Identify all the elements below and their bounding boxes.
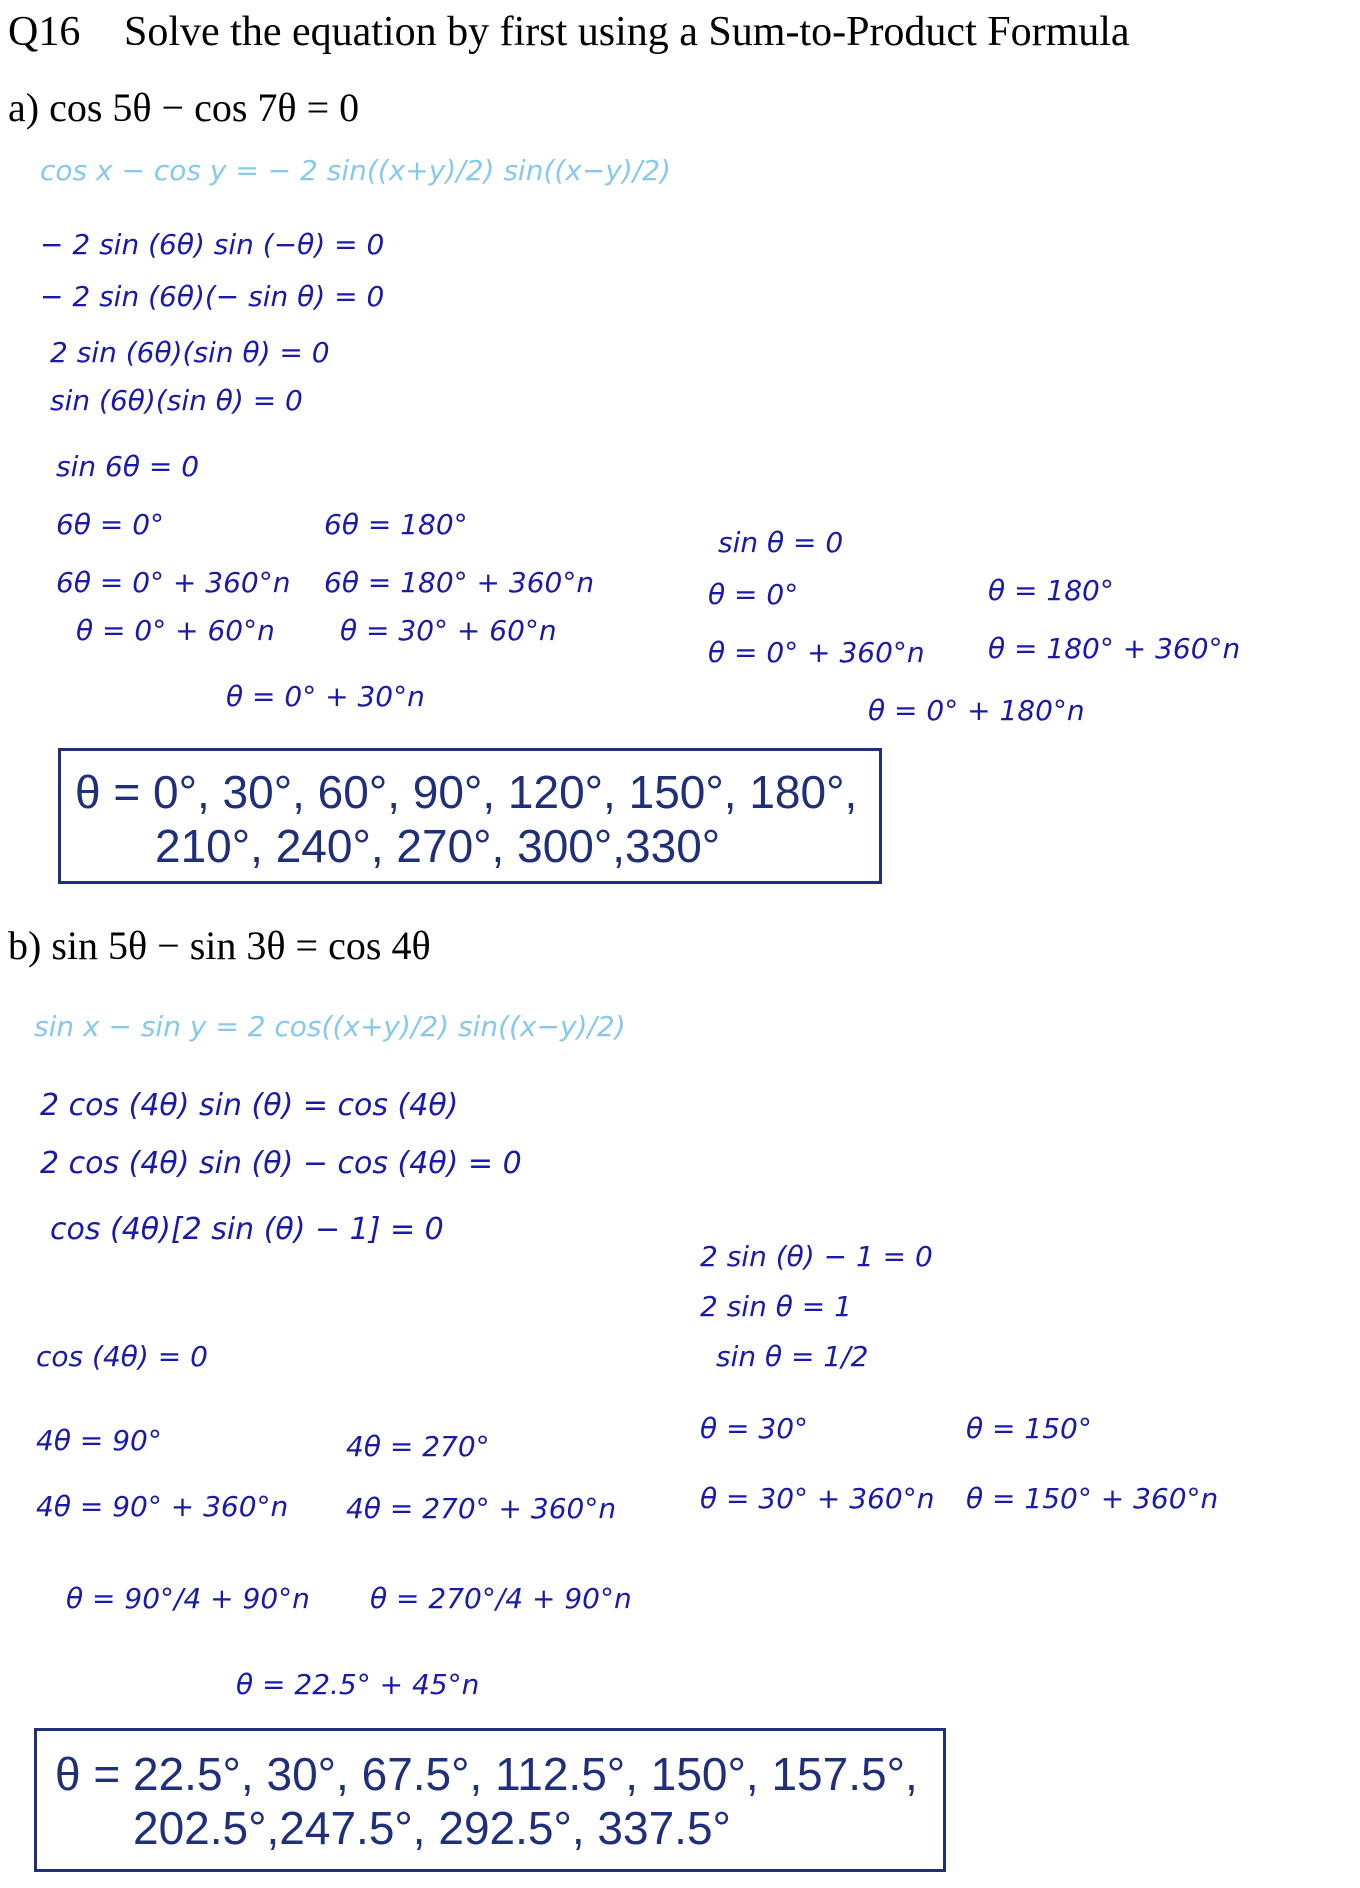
part-a-step: 2 sin (6θ)(sin θ) = 0 — [50, 336, 330, 369]
part-b-sum-to-product-formula: sin x − sin y = 2 cos((x+y)/2) sin((x−y)/2) — [34, 1010, 626, 1043]
part-a-case1-left-line: 6θ = 0° — [56, 508, 165, 541]
part-a-case1-left-line: θ = 0° + 60°n — [76, 614, 275, 647]
question-number: Q16 — [8, 9, 81, 55]
part-b-case2-left-line: θ = 30° + 360°n — [700, 1482, 935, 1515]
part-b-case1-left-line: 4θ = 90° + 360°n — [36, 1490, 289, 1523]
part-a-case2-heading: sin θ = 0 — [718, 526, 844, 559]
part-a-case1-right-line: 6θ = 180° + 360°n — [324, 566, 595, 599]
part-a-case2-right-line: θ = 180° + 360°n — [988, 632, 1241, 665]
part-b-case2-right-line: θ = 150° + 360°n — [966, 1482, 1219, 1515]
part-b-case2-step: 2 sin (θ) − 1 = 0 — [700, 1240, 933, 1273]
part-a-answer-box — [58, 748, 882, 884]
part-a-step: − 2 sin (6θ)(− sin θ) = 0 — [40, 280, 385, 313]
part-b-equation: b) sin 5θ − sin 3θ = cos 4θ — [8, 923, 431, 968]
part-a-case1-right-line: θ = 30° + 60°n — [340, 614, 557, 647]
part-a-step: − 2 sin (6θ) sin (−θ) = 0 — [40, 228, 385, 261]
part-b-answer-line: θ = 22.5°, 30°, 67.5°, 112.5°, 150°, 157.5°, — [55, 1748, 918, 1800]
part-b-case2-step: sin θ = 1/2 — [716, 1340, 869, 1373]
question-instruction: Solve the equation by first using a Sum-to-Product Formula — [124, 9, 1130, 55]
part-a-case2-combined: θ = 0° + 180°n — [868, 694, 1085, 727]
part-b-case2-step: 2 sin θ = 1 — [700, 1290, 852, 1323]
part-a-sum-to-product-formula: cos x − cos y = − 2 sin((x+y)/2) sin((x−y)/2) — [40, 154, 671, 187]
part-b-case2-left-line: θ = 30° — [700, 1412, 809, 1445]
part-a-answer-line: 210°, 240°, 270°, 300°,330° — [155, 820, 721, 872]
part-a-case2-right-line: θ = 180° — [988, 574, 1114, 607]
part-a-case1-combined: θ = 0° + 30°n — [226, 680, 425, 713]
part-a-equation: a) cos 5θ − cos 7θ = 0 — [8, 85, 360, 130]
part-b-case1-combined: θ = 22.5° + 45°n — [236, 1668, 480, 1701]
part-a-case2-left-line: θ = 0° + 360°n — [708, 636, 925, 669]
part-a-case1-heading: sin 6θ = 0 — [56, 450, 200, 483]
part-a-case1-left-line: 6θ = 0° + 360°n — [56, 566, 291, 599]
part-b-step: 2 cos (4θ) sin (θ) − cos (4θ) = 0 — [40, 1146, 522, 1181]
part-b-case2-right-line: θ = 150° — [966, 1412, 1092, 1445]
part-b-case1-left-line: 4θ = 90° — [36, 1424, 162, 1457]
part-a-answer-line: θ = 0°, 30°, 60°, 90°, 120°, 150°, 180°, — [75, 766, 858, 818]
part-b-answer-line: 202.5°,247.5°, 292.5°, 337.5° — [133, 1802, 731, 1854]
part-b-case1-right-line: θ = 270°/4 + 90°n — [370, 1582, 632, 1615]
part-a-case1-right-line: 6θ = 180° — [324, 508, 468, 541]
part-b-case1-right-line: 4θ = 270° — [346, 1430, 490, 1463]
part-a-step: sin (6θ)(sin θ) = 0 — [50, 384, 303, 417]
part-b-case1-left-line: θ = 90°/4 + 90°n — [66, 1582, 310, 1615]
part-b-answer-box — [34, 1728, 946, 1872]
part-b-step: cos (4θ)[2 sin (θ) − 1] = 0 — [50, 1212, 444, 1247]
part-b-case1-right-line: 4θ = 270° + 360°n — [346, 1492, 617, 1525]
part-b-case1-heading: cos (4θ) = 0 — [36, 1340, 208, 1373]
part-b-step: 2 cos (4θ) sin (θ) = cos (4θ) — [40, 1088, 459, 1123]
part-a-case2-left-line: θ = 0° — [708, 578, 799, 611]
